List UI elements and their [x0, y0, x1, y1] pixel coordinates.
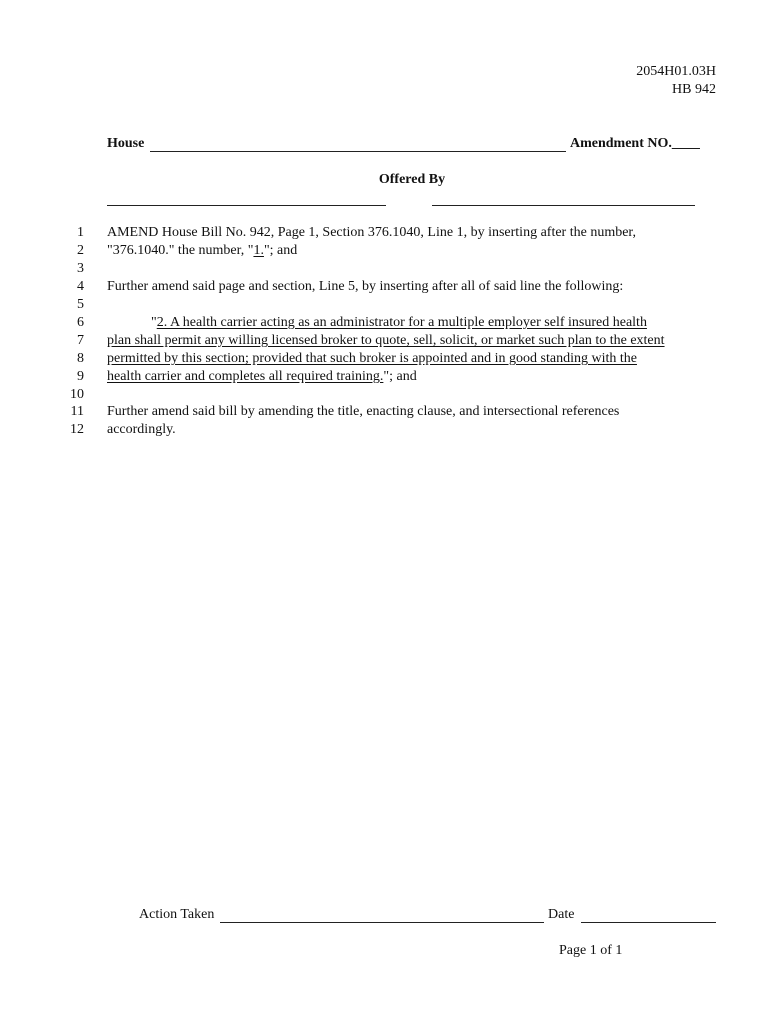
amend-line-12: accordingly.	[107, 422, 176, 437]
line-number: 10	[70, 387, 84, 402]
amendment-label: Amendment NO.____	[570, 136, 700, 151]
amend-line-4: Further amend said page and section, Line 5, by inserting after all of said line the following:	[107, 279, 624, 294]
line-number: 4	[77, 279, 84, 294]
line-number: 1	[77, 225, 84, 240]
inserted-text-line-9: health carrier and completes all required training."; and	[107, 369, 417, 384]
amend-line-2: "376.1040." the number, "1."; and	[107, 243, 298, 258]
page-number: Page 1 of 1	[559, 943, 623, 958]
line-number: 5	[77, 297, 84, 312]
line-number: 2	[77, 243, 84, 258]
offered-by-label: Offered By	[378, 172, 446, 187]
house-label: House	[107, 136, 145, 151]
line-number: 11	[70, 404, 84, 419]
line-number: 9	[77, 369, 84, 384]
action-taken-line	[220, 922, 544, 923]
line-number: 12	[70, 422, 84, 437]
bill-number: HB 942	[672, 82, 716, 97]
amend-line-11: Further amend said bill by amending the title, enacting clause, and intersectional references	[107, 404, 620, 419]
inserted-text-line-6: "2. A health carrier acting as an administrator for a multiple employer self insured health	[151, 315, 647, 330]
offered-by-line-right	[432, 205, 695, 206]
offered-by-line-left	[107, 205, 386, 206]
date-label: Date	[548, 907, 575, 922]
line-number: 3	[77, 261, 84, 276]
date-line	[581, 922, 716, 923]
line-number: 8	[77, 351, 84, 366]
inserted-text-line-8: permitted by this section; provided that such broker is appointed and in good standing with the	[107, 351, 637, 366]
line-number: 6	[77, 315, 84, 330]
inserted-text-line-7: plan shall permit any willing licensed broker to quote, sell, solicit, or market such plan to the extent	[107, 333, 665, 348]
action-taken-label: Action Taken	[139, 907, 215, 922]
document-code: 2054H01.03H	[636, 64, 716, 79]
amend-line-1: AMEND House Bill No. 942, Page 1, Section 376.1040, Line 1, by inserting after the number,	[107, 225, 637, 240]
line-number: 7	[77, 333, 84, 348]
house-blank-line	[150, 151, 566, 152]
